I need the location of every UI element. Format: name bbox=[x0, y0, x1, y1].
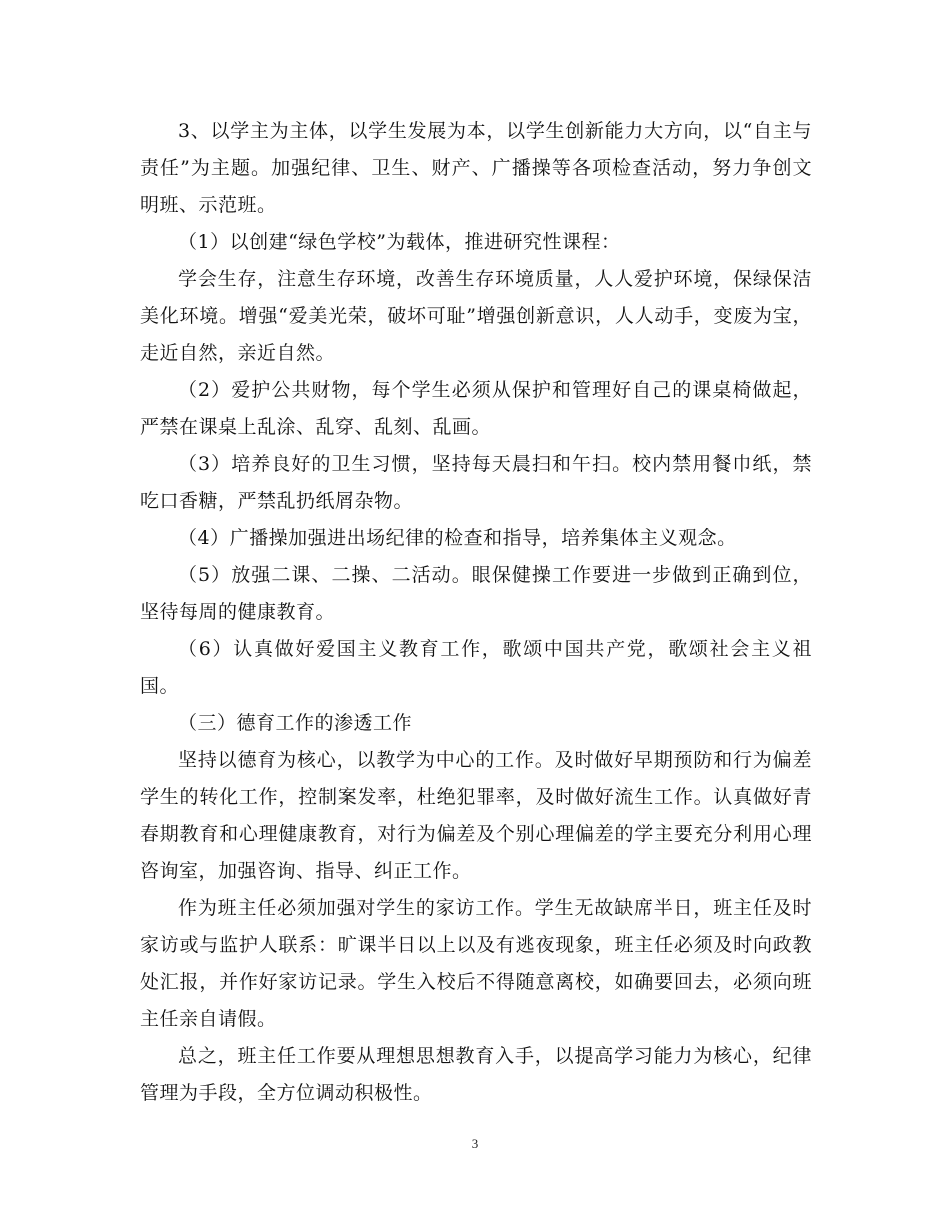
paragraph-moral-core: 坚持以德育为核心，以教学为中心的工作。及时做好早期预防和行为偏差学生的转化工作，控制案发率，杜绝犯罪率，及时做好流生工作。认真做好青春期教育和心理健康教育，对行为偏差及个别心理偏差的学主要充分利用心理咨询室，加强咨询、指导、纠正工作。 bbox=[140, 749, 812, 882]
section-heading-moral-education: （三）德育工作的渗透工作 bbox=[178, 712, 413, 734]
page-number: 3 bbox=[471, 1136, 479, 1151]
paragraph-hygiene: （3）培养良好的卫生习惯，坚持每天晨扫和午扫。校内禁用餐巾纸，禁吃口香糖，严禁乱扔纸屑杂物。 bbox=[140, 453, 812, 512]
paragraph-survival: 学会生存，注意生存环境，改善生存环境质量，人人爱护环境，保绿保洁美化环境。增强“爱美光荣，破坏可耻”增强创新意识，人人动手，变废为宝，走近自然，亲近自然。 bbox=[140, 268, 812, 364]
paragraph-patriotism: （6）认真做好爱国主义教育工作，歌颂中国共产党，歌颂社会主义祖国。 bbox=[140, 638, 812, 697]
paragraph-broadcast-exercise: （4）广播操加强进出场纪律的检查和指导，培养集体主义观念。 bbox=[178, 527, 737, 549]
paragraph-green-school: （1）以创建“绿色学校”为载体，推进研究性课程： bbox=[178, 231, 621, 253]
paragraph-summary: 总之，班主任工作要从理想思想教育入手，以提高学习能力为核心，纪律管理为手段，全方位调动积极性。 bbox=[140, 1045, 812, 1104]
paragraph-public-property: （2）爱护公共财物，每个学生必须从保护和管理好自己的课桌椅做起，严禁在课桌上乱涂、乱穿、乱刻、乱画。 bbox=[140, 379, 812, 438]
paragraph-item-3: 3、以学主为主体，以学生发展为本，以学生创新能力大方向，以“自主与责任”为主题。加强纪律、卫生、财产、广播操等各项检查活动，努力争创文明班、示范班。 bbox=[140, 120, 812, 216]
paragraph-home-visits: 作为班主任必须加强对学生的家访工作。学生无故缺席半日，班主任及时家访或与监护人联系：旷课半日以上以及有逃夜现象，班主任必须及时向政教处汇报，并作好家访记录。学生入校后不得随意离校，如确要回去，必须向班主任亲自请假。 bbox=[140, 897, 812, 1030]
paragraph-activities: （5）放强二课、二操、二活动。眼保健操工作要进一步做到正确到位，坚待每周的健康教育。 bbox=[140, 564, 812, 623]
document-body bbox=[140, 113, 812, 1112]
